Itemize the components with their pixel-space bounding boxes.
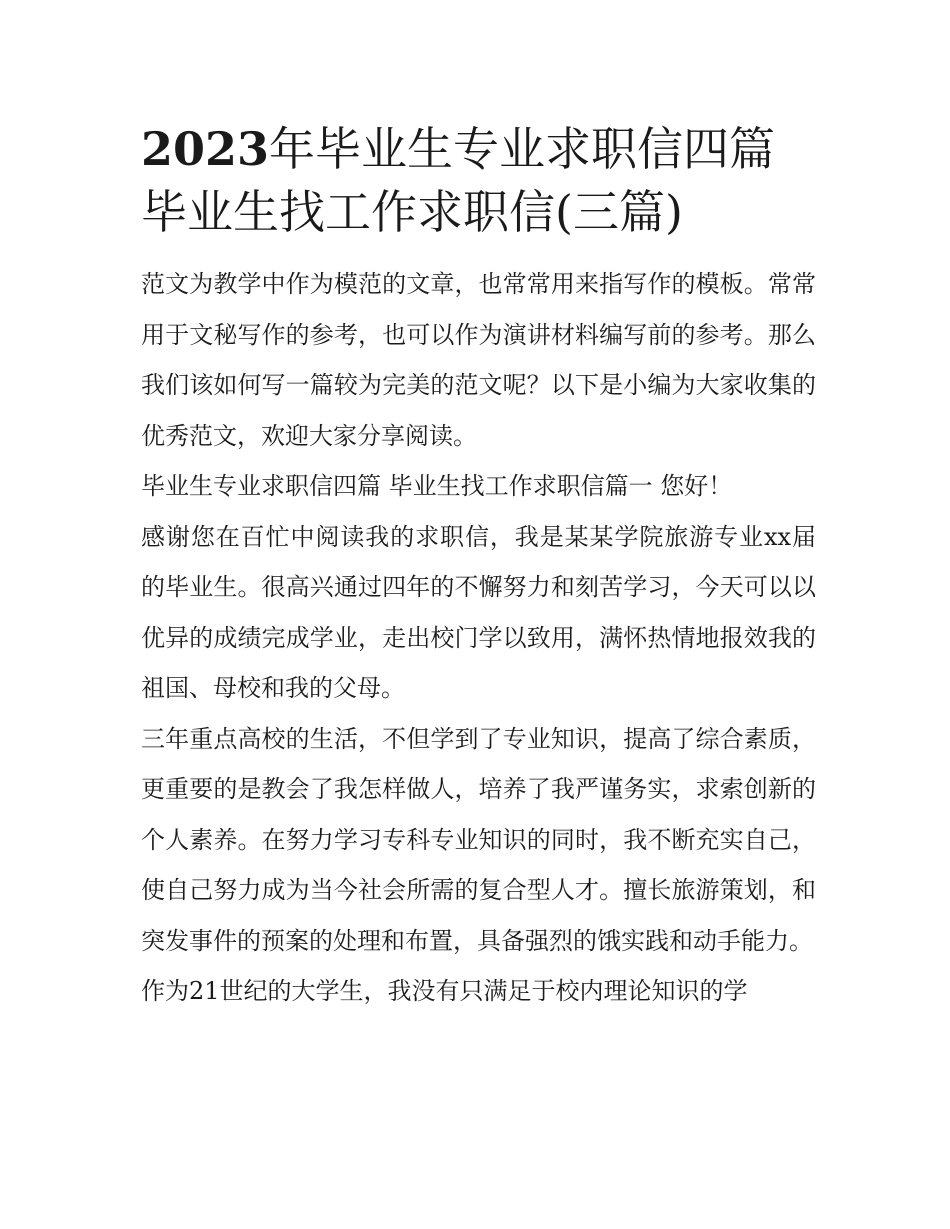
paragraph-heading-line: 毕业生专业求职信四篇 毕业生找工作求职信篇一 您好！ — [141, 472, 733, 500]
paragraph-thanks: 感谢您在百忙中阅读我的求职信，我是某某学院旅游专业xx届的毕业生。很高兴通过四年的不懈努力和刻苦学习，今天可以以优异的成绩完成学业，走出校门学以致用，满怀热情地报效我的祖国、母校和我的父母。 — [141, 522, 816, 702]
paragraph-college-life: 三年重点高校的生活，不但学到了专业知识，提高了综合素质，更重要的是教会了我怎样做人，培养了我严谨务实，求索创新的个人素养。在努力学习专科专业知识的同时，我不断充实自己，使自己努力成为当今社会所需的复合型人才。擅长旅游策划，和突发事件的预案的处理和布置，具备强烈的饿实践和动手能力。 — [141, 724, 816, 955]
title-text: 年毕业生专业求职信四篇毕业生找工作求职信(三篇) — [141, 122, 776, 239]
title-year: 2023 — [141, 122, 270, 176]
paragraph-intro: 范文为教学中作为模范的文章，也常常用来指写作的模板。常常用于文秘写作的参考，也可以作为演讲材料编写前的参考。那么我们该如何写一篇较为完美的范文呢？以下是小编为大家收集的优秀范文，欢迎大家分享阅读。 — [141, 270, 816, 450]
document-title — [141, 118, 816, 244]
paragraph-21st-century: 作为21世纪的大学生，我没有只满足于校内理论知识的学 — [141, 977, 748, 1005]
document-body — [141, 259, 816, 1017]
document-page — [141, 118, 816, 1017]
